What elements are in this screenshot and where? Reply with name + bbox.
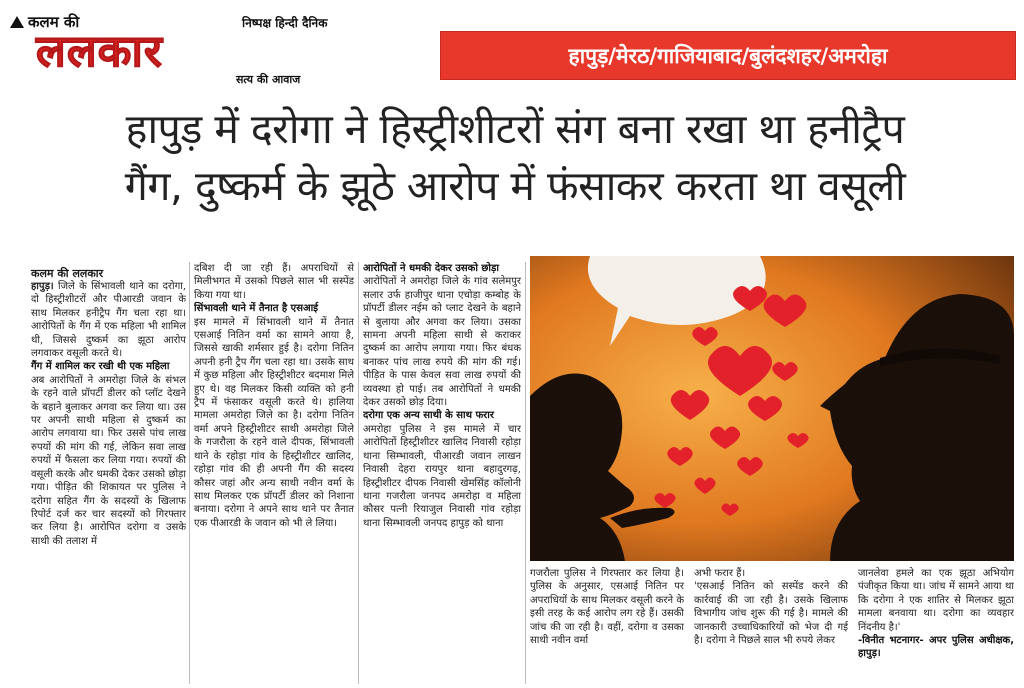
paragraph: अभी फरार हैं। [694,568,746,579]
honeytrap-illustration [530,256,1014,561]
paragraph: जिले के सिंभावली थाने का दरोगा, दो हिस्ट्रीशीटरों और पीआरडी जवान के साथ मिलकर हनीट्रैप गैंग चला रहा था। आरोपितों के गैंग में एक महिला भी शामिल थी, जिससे दुष्कर्म का झूठा आरोप लगवाकर वसूली करते थे। [31,281,186,360]
paragraph: 'एसआई नितिन को सस्पेंड करने की कार्रवाई की जा रही है। उसके खिलाफ विभागीय जांच शुरू की गई है। मामले की जानकारी उच्चाधिकारियों को भेज दी गई है। दरोगा ने पिछले साल भी रुपये लेकर [694,581,848,647]
subheading: आरोपितों ने धमकी देकर उसको छोड़ा [363,263,499,274]
article-column-3 [363,262,521,684]
paragraph: दबिश दी जा रही हैं। अपराधियों से मिलीभगत में उसको पिछले साल भी सस्पेंड किया गया था। [194,263,354,301]
masthead-tagline-top: निष्पक्ष हिन्दी दैनिक [242,16,328,30]
article-column-4 [530,567,684,684]
article-column-6 [858,567,1014,684]
masthead [10,12,350,86]
column-divider [189,262,190,684]
headline [20,101,1010,215]
subheading: सिंभावली थाने में तैनात है एसआई [194,303,319,315]
newspaper-logo: ललकार [36,26,163,77]
paragraph: इस मामले में सिंभावली थाने में तैनात एसआई नितिन वर्मा का सामने आया है, जिससे खाकी शर्मसार हुई है। दरोगा नितिन अपनी हनी ट्रैप गैंग चला रहा था। उसके साथ में कुछ महिला और हिस्ट्रीशीटर बदमाश मिले हुए थे। वह मिलकर किसी व्यक्ति को हनी ट्रैप में फंसाकर वसूली करते थे। हालिया मामला अमरोहा जिले का है। दरोगा नितिन वर्मा अपने हिस्ट्रीशीटर साथी अमरोहा जिले के गजरौला के रहने वाले दीपक, सिंभावली थाने के रहोड़ा गांव के हिस्ट्रीशीटर खालिद, रहोड़ा गांव की ही अपनी गैंग की सदस्य कौसर जहां और अन्य साथी नवीन वर्मा के साथ मिलकर एक प्रॉपर्टी डीलर को निशाना बनाया। दरोगा ने अपने साथ थाने पर तैनात एक पीआरडी के जवान को भी ले लिया। [194,316,354,529]
article-column-1 [31,280,186,684]
byline: कलम की ललकार [31,267,104,280]
column-divider [358,262,359,684]
region-banner [440,31,1016,80]
region-banner-text: हापुड़/मेरठ/गाजियाबाद/बुलंदशहर/अमरोहा [568,43,888,68]
masthead-tagline-bottom: सत्य की आवाज [236,73,301,86]
paragraph: अब आरोपितों ने अमरोहा जिले के संभल के रहने वाले प्रॉपर्टी डीलर को प्लॉट देखने के बहाने बुलाकर अगवा कर लिया था। उस पर अपनी साथी महिला से दुष्कर्म का आरोप लगवाया था। फिर उससे पांच लाख रुपयों की मांग की गई, लेकिन सवा लाख रुपयों में फैसला कर लिया गया। रुपयों की वसूली करके और धमकी देकर उसको छोड़ा गया। पीड़ित की शिकायत पर पुलिस ने दरोगा सहित गैंग के सदस्यों के खिलाफ रिपोर्ट दर्ज कर चार सदस्यों को गिरफ्तार कर लिया है। आरोपित दरोगा व उसके साथी की तलाश में [31,374,186,547]
quote-attribution: -विनीत भटनागर- अपर पुलिस अधीक्षक, हापुड़। [858,635,1014,660]
headline-line-1: हापुड़ में दरोगा ने हिस्ट्रीशीटरों संग बना रखा था हनीट्रैप [125,105,905,153]
subheading: गैंग में शामिल कर रखी थी एक महिला [31,361,170,373]
dateline: हापुड़। [31,281,54,292]
subheading: दरोगा एक अन्य साथी के साथ फरार [363,410,494,422]
article-column-5 [694,567,848,684]
paragraph: आरोपितों ने अमरोहा जिले के गांव सलेमपुर सलार उर्फ हाजीपुर थाना एचोड़ा कम्बोह के प्रॉपर्टी डीलर नईम को प्लाट देखने के बहाने से बुलाया और अगवा कर लिया। उसका सामना अपनी महिला साथी से कराकर दुष्कर्म का आरोप लगाया गया। फिर बंधक बनाकर पांच लाख रुपये की मांग की गई। पीड़ित के पास केवल सवा लाख रुपयों की व्यवस्था हो पाई। तब आरोपितों ने धमकी देकर उसको छोड़ दिया। [363,276,521,409]
paragraph: गजरौला पुलिस ने गिरफ्तार कर लिया है। पुलिस के अनुसार, एसआई नितिन पर अपराधियों के साथ मिलकर वसूली करने के इसी तरह के कई आरोप लग रहे हैं। उसकी जांच की जा रही है। वहीं, दरोगा व उसका साथी नवीन वर्मा [530,568,684,647]
paragraph: अमरोहा पुलिस ने इस मामले में चार आरोपितों हिस्ट्रीशीटर खालिद निवासी रहोड़ा थाना सिम्भावली, पीआरडी जवान लाखन निवासी देहरा रायपुर थाना बहादुरगढ़, हिस्ट्रीशीटर दीपक निवासी खेमसिंह कॉलोनी थाना गजरौला जनपद अमरोहा व महिला कौसर पत्नी रियाजुल निवासी गांव रहोड़ा थाना सिम्भावली जनपद हापुड़ को थाना [363,423,521,529]
pen-nib-icon [10,16,24,28]
masthead-kalam-ki: कलम की [10,12,79,32]
headline-line-2: गैंग, दुष्कर्म के झूठे आरोप में फंसाकर करता था वसूली [124,162,906,210]
paragraph: जानलेवा हमले का एक झूठा अभियोग पंजीकृत किया था। जांच में सामने आया था कि दरोगा ने एक शातिर से मिलकर झूठा मामला बनवाया था। दरोगा का व्यवहार निंदनीय है।' [858,568,1014,633]
article-column-2 [194,262,354,684]
column-divider [525,262,526,684]
